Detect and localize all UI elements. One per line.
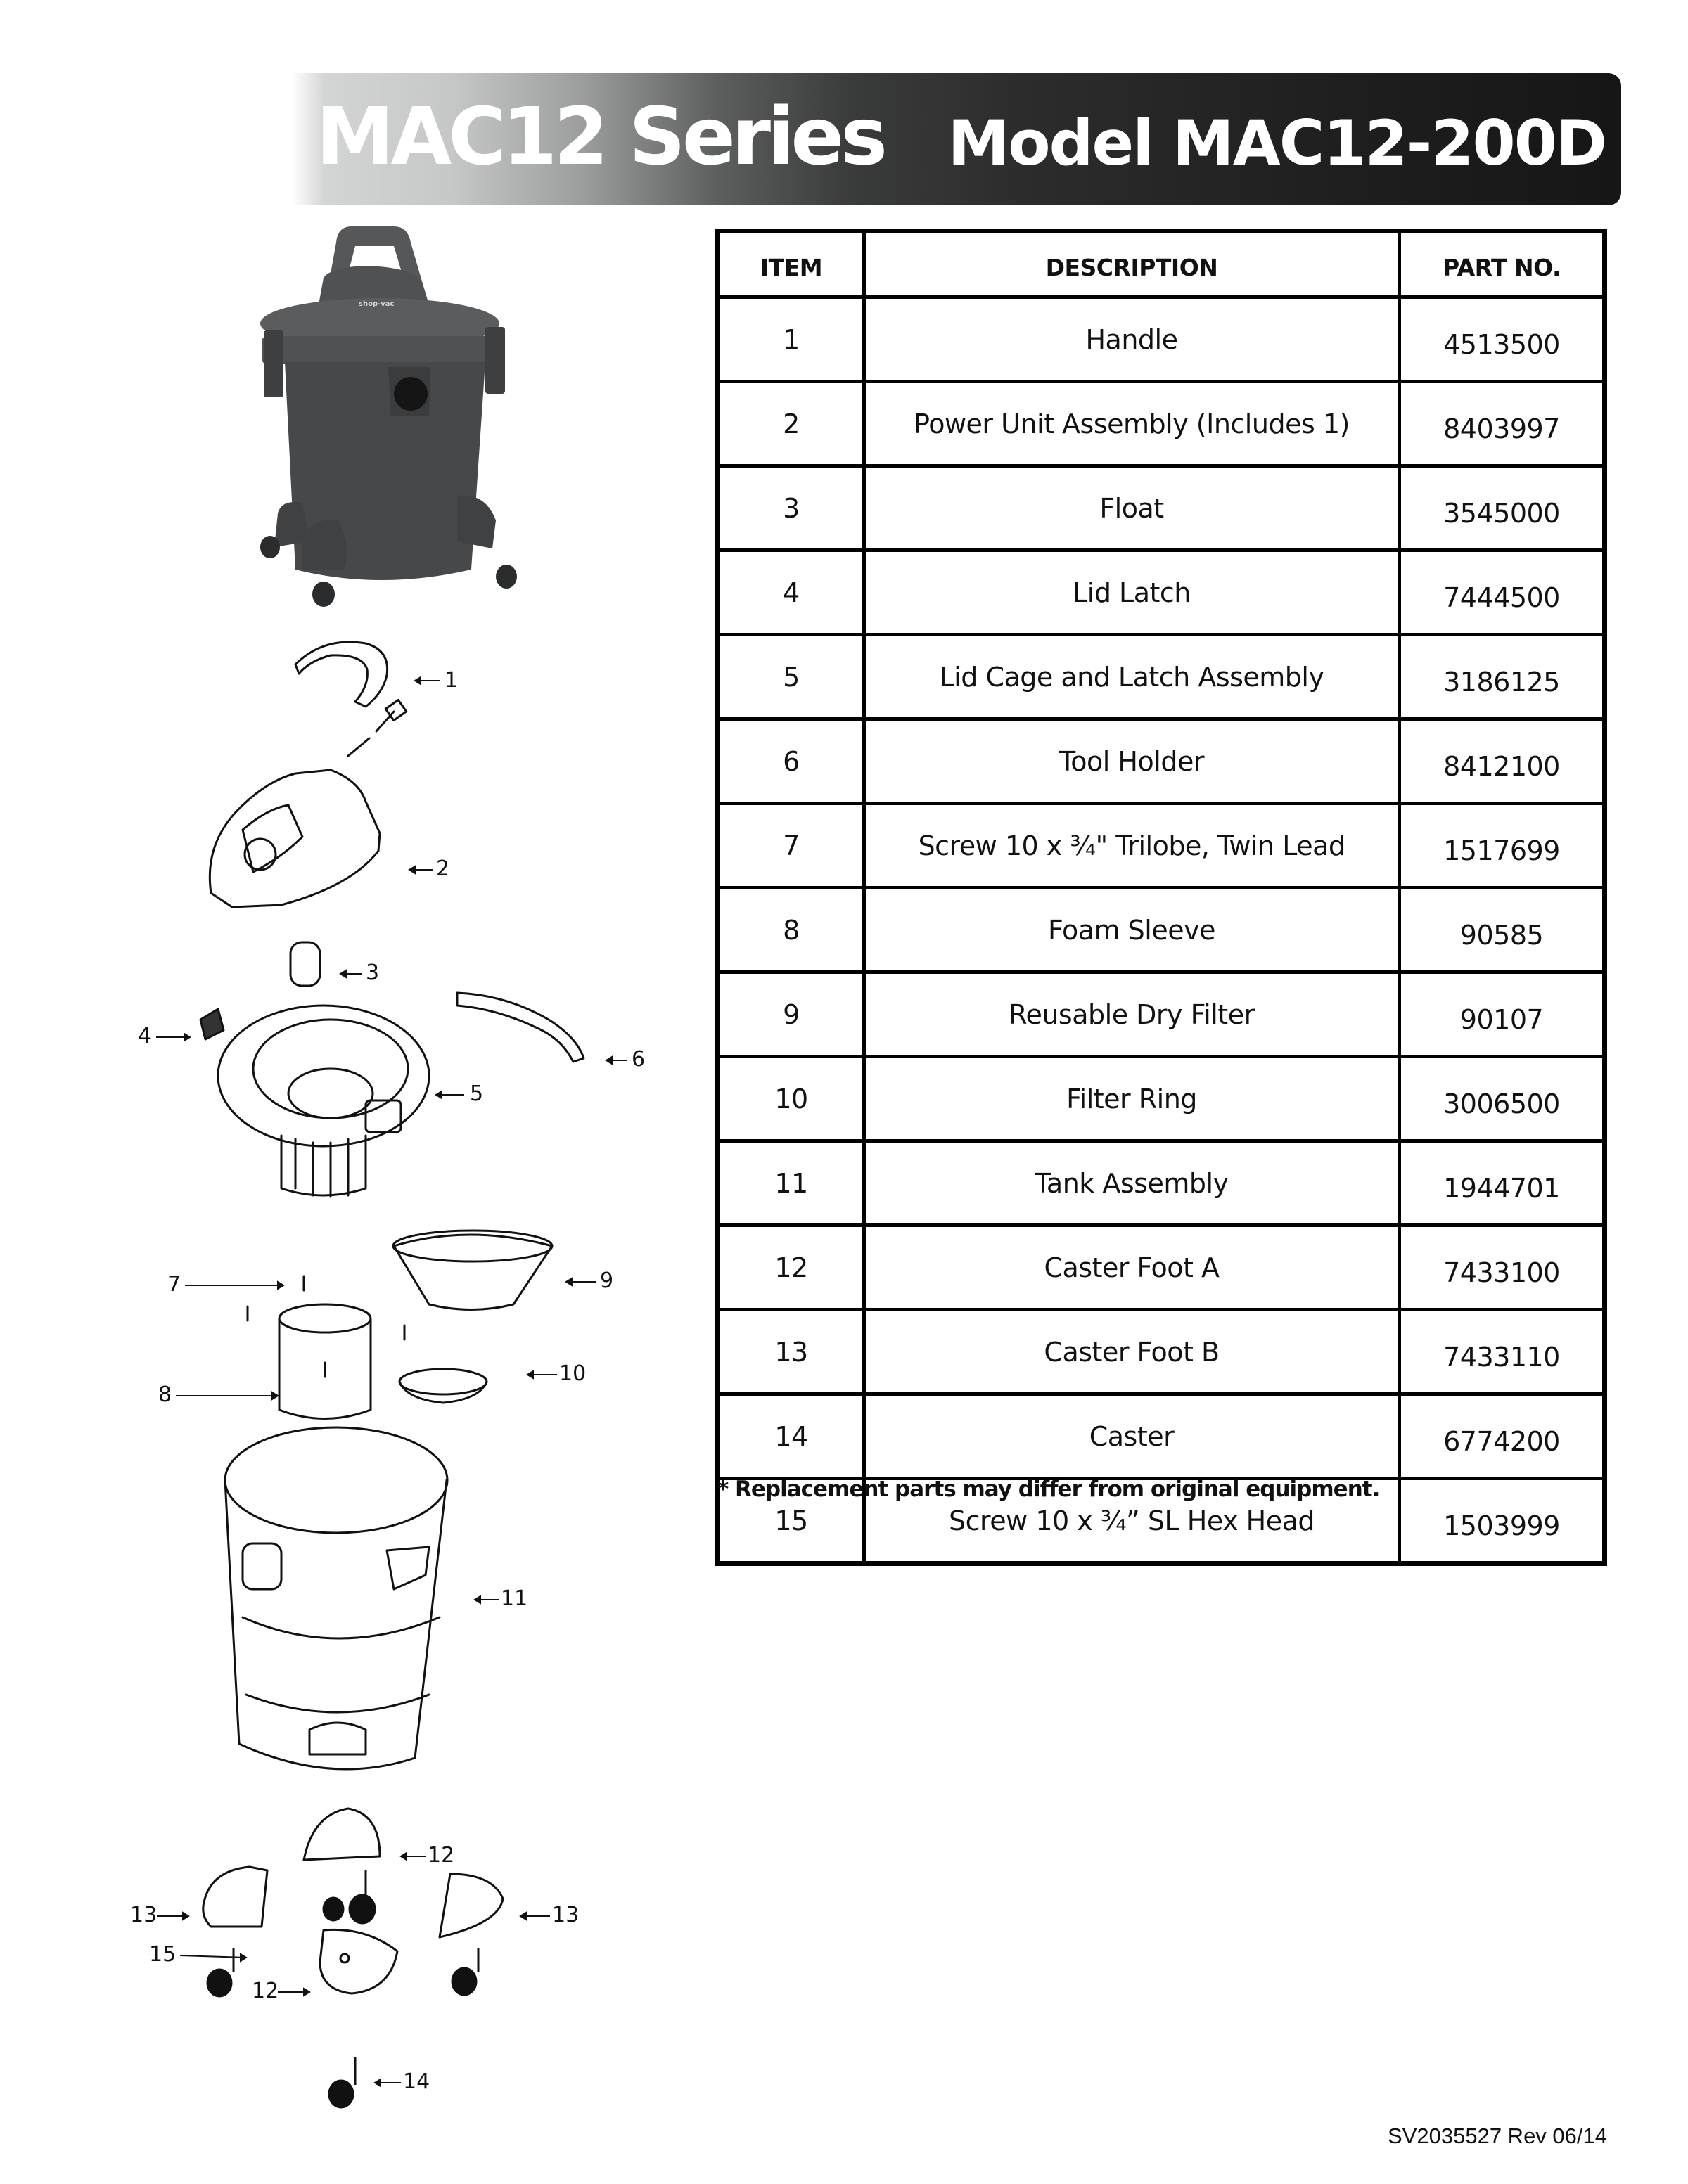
- table-row: [718, 466, 1605, 551]
- table-row: [718, 1394, 1605, 1479]
- callout-4: 4: [138, 1024, 152, 1048]
- part-number: 7433110: [1400, 1310, 1605, 1394]
- document-reference: SV2035527 Rev 06/14: [1388, 2124, 1607, 2148]
- item-number: 11: [718, 1141, 864, 1226]
- parts-illustration: [0, 211, 703, 2124]
- callout-9: 9: [600, 1268, 614, 1293]
- table-row: [718, 804, 1605, 888]
- part-number: 3186125: [1400, 635, 1605, 719]
- table-row: [718, 1226, 1605, 1310]
- part-number: 90585: [1400, 888, 1605, 972]
- item-number: 13: [718, 1310, 864, 1394]
- description: Foam Sleeve: [864, 888, 1400, 972]
- parts-table: [715, 229, 1607, 1566]
- table-row: [718, 382, 1605, 466]
- part-caster-foot-b-right: [440, 1874, 503, 1937]
- casters: [207, 1870, 478, 2107]
- part-number: 8403997: [1400, 382, 1605, 466]
- column-header-item: ITEM: [718, 231, 864, 297]
- table-row: [718, 635, 1605, 719]
- part-tank: [225, 1427, 447, 1533]
- callout-2: 2: [436, 856, 450, 881]
- replacement-parts-footnote: * Replacement parts may differ from original equipment.: [717, 1477, 1380, 1502]
- callout-10: 10: [559, 1361, 587, 1386]
- part-float: [290, 942, 320, 986]
- description: Caster Foot A: [864, 1226, 1400, 1310]
- svg-text:shop-vac: shop-vac: [359, 300, 395, 308]
- item-number: 1: [718, 297, 864, 382]
- item-number: 3: [718, 466, 864, 551]
- item-number: 9: [718, 972, 864, 1057]
- part-screw-7: [248, 1276, 404, 1377]
- part-caster-foot-a-top: [304, 1809, 380, 1860]
- description: Caster: [864, 1394, 1400, 1479]
- description: Lid Latch: [864, 551, 1400, 635]
- item-number: 2: [718, 382, 864, 466]
- column-header-description: DESCRIPTION: [864, 231, 1400, 297]
- callout-13-right: 13: [552, 1903, 580, 1927]
- callout-5: 5: [470, 1081, 484, 1106]
- item-number: 12: [718, 1226, 864, 1310]
- column-header-part-no: PART NO.: [1400, 231, 1605, 297]
- table-row: [718, 1310, 1605, 1394]
- item-number: 8: [718, 888, 864, 972]
- header-banner: [292, 73, 1621, 205]
- part-lid-latch: [200, 1009, 224, 1039]
- callout-7: 7: [167, 1272, 181, 1297]
- item-number: 10: [718, 1057, 864, 1141]
- description: Handle: [864, 297, 1400, 382]
- table-row: [718, 551, 1605, 635]
- description: Lid Cage and Latch Assembly: [864, 635, 1400, 719]
- part-number: 90107: [1400, 972, 1605, 1057]
- part-number: 4513500: [1400, 297, 1605, 382]
- callout-13-left: 13: [130, 1903, 158, 1927]
- part-caster-foot-b-left: [203, 1867, 267, 1927]
- description: Caster Foot B: [864, 1310, 1400, 1394]
- description: Tool Holder: [864, 719, 1400, 804]
- part-number: 7444500: [1400, 551, 1605, 635]
- callout-12-bottom: 12: [252, 1979, 279, 2003]
- item-number: 6: [718, 719, 864, 804]
- callout-14: 14: [403, 2069, 430, 2094]
- model-title: Model MAC12-200D: [947, 107, 1606, 179]
- callout-11: 11: [501, 1586, 528, 1611]
- part-number: 6774200: [1400, 1394, 1605, 1479]
- callout-6: 6: [632, 1047, 646, 1072]
- part-caster-foot-a-bottom: [320, 1929, 397, 1993]
- description: Screw 10 x ¾" Trilobe, Twin Lead: [864, 804, 1400, 888]
- table-row: [718, 888, 1605, 972]
- part-number: 1517699: [1400, 804, 1605, 888]
- part-number: 1944701: [1400, 1141, 1605, 1226]
- description: Float: [864, 466, 1400, 551]
- part-handle: [295, 642, 388, 707]
- part-dry-filter: [394, 1235, 552, 1310]
- table-row: [718, 972, 1605, 1057]
- part-lid-cage: [218, 1006, 429, 1146]
- description: Tank Assembly: [864, 1141, 1400, 1226]
- table-row: [718, 1141, 1605, 1226]
- item-number: 15: [718, 1479, 864, 1564]
- part-power-unit: [210, 770, 380, 907]
- description: Filter Ring: [864, 1057, 1400, 1141]
- callout-12-top: 12: [428, 1843, 455, 1868]
- table-header-row: [718, 231, 1605, 297]
- description: Reusable Dry Filter: [864, 972, 1400, 1057]
- part-filter-ring: [399, 1369, 487, 1394]
- series-title: MAC12 Series: [316, 91, 885, 183]
- item-number: 14: [718, 1394, 864, 1479]
- exploded-parts-diagram: [0, 211, 703, 2124]
- table-row: [718, 1057, 1605, 1141]
- part-tool-holder: [457, 993, 584, 1062]
- callout-1: 1: [445, 668, 459, 693]
- table-row: [718, 719, 1605, 804]
- table-row: [718, 297, 1605, 382]
- item-number: 5: [718, 635, 864, 719]
- part-number: 1503999: [1400, 1479, 1605, 1564]
- item-number: 7: [718, 804, 864, 888]
- part-number: 7433100: [1400, 1226, 1605, 1310]
- item-number: 4: [718, 551, 864, 635]
- description: Power Unit Assembly (Includes 1): [864, 382, 1400, 466]
- part-number: 3006500: [1400, 1057, 1605, 1141]
- product-photo: [260, 226, 517, 607]
- callout-8: 8: [158, 1382, 172, 1407]
- part-foam-sleeve: [279, 1304, 371, 1332]
- part-number: 3545000: [1400, 466, 1605, 551]
- callout-3: 3: [366, 961, 380, 985]
- callout-15: 15: [149, 1942, 177, 1967]
- part-number: 8412100: [1400, 719, 1605, 804]
- description: Screw 10 x ¾” SL Hex Head: [864, 1479, 1400, 1564]
